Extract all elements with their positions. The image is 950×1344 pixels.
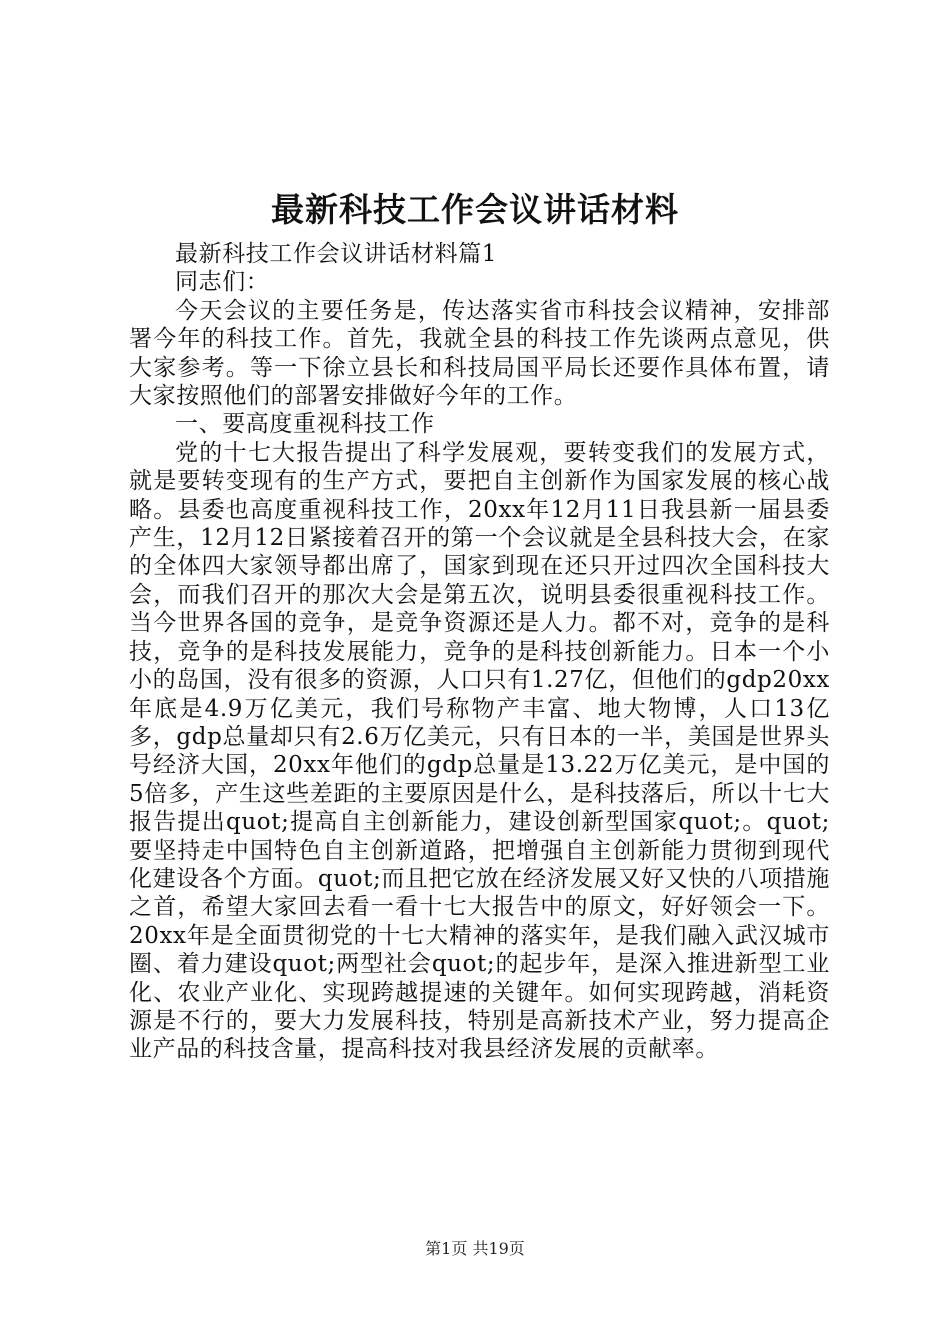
document-title: 最新科技工作会议讲话材料 (271, 190, 679, 229)
paragraph: 党的十七大报告提出了科学发展观，要转变我们的发展方式，就是要转变现有的生产方式，要把自主创新作为国家发展的核心战略。县委也高度重视科技工作，20xx年12月11日我县新一届县委产生，12月12日紧接着召开的第一个会议就是全县科技大会，在家的全体四大家领导都出席了，国家到现在还只开过四次全国科技大会，而我们召开的那次大会是第五次，说明县委很重视科技工作。当今世界各国的竞争，是竞争资源还是人力。都不对，竞争的是科技，竞争的是科技发展能力，竞争的是科技创新能力。日本一个小小的岛国，没有很多的资源，人口只有1.27亿，但他们的gdp20xx年底是4.9万亿美元，我们号称物产丰富、地大物博，人口13亿多，gdp总量却只有2.6万亿美元，只有日本的一半，美国是世界头号经济大国，20xx年他们的gdp总量是13.22万亿美元，是中国的5倍多，产生这些差距的主要原因是什么，是科技落后，所以十七大报告提出quot;提高自主创新能力，建设创新型国家quot;。quot;要坚持走中国特色自主创新道路，把增强自主创新能力贯彻到现代化建设各个方面。quot;而且把它放在经济发展又好又快的八项措施之首，希望大家回去看一看十七大报告中的原文，好好领会一下。20xx年是全面贯彻党的十七大精神的落实年，是我们融入武汉城市圈、着力建设quot;两型社会quot;的起步年，是深入推进新型工业化、农业产业化、实现跨越提速的关键年。如何实现跨越，消耗资源是不行的，要大力发展科技，特别是高新技术产业，努力提高企业产品的科技含量，提高科技对我县经济发展的贡献率。 (129, 439, 830, 1063)
salutation: 同志们： (175, 269, 270, 296)
section-heading: 最新科技工作会议讲话材料篇1 (175, 241, 498, 267)
paragraph: 今天会议的主要任务是，传达落实省市科技会议精神，安排部署今年的科技工作。首先，我就全县的科技工作先谈两点意见，供大家参考。等一下徐立县长和科技局国平局长还要作具体布置，请大家按照他们的部署安排做好今年的工作。 (129, 297, 830, 410)
page-number-footer: 第1页 共19页 (425, 1239, 525, 1258)
document-body (129, 240, 830, 1064)
subheading: 一、要高度重视科技工作 (175, 411, 435, 438)
